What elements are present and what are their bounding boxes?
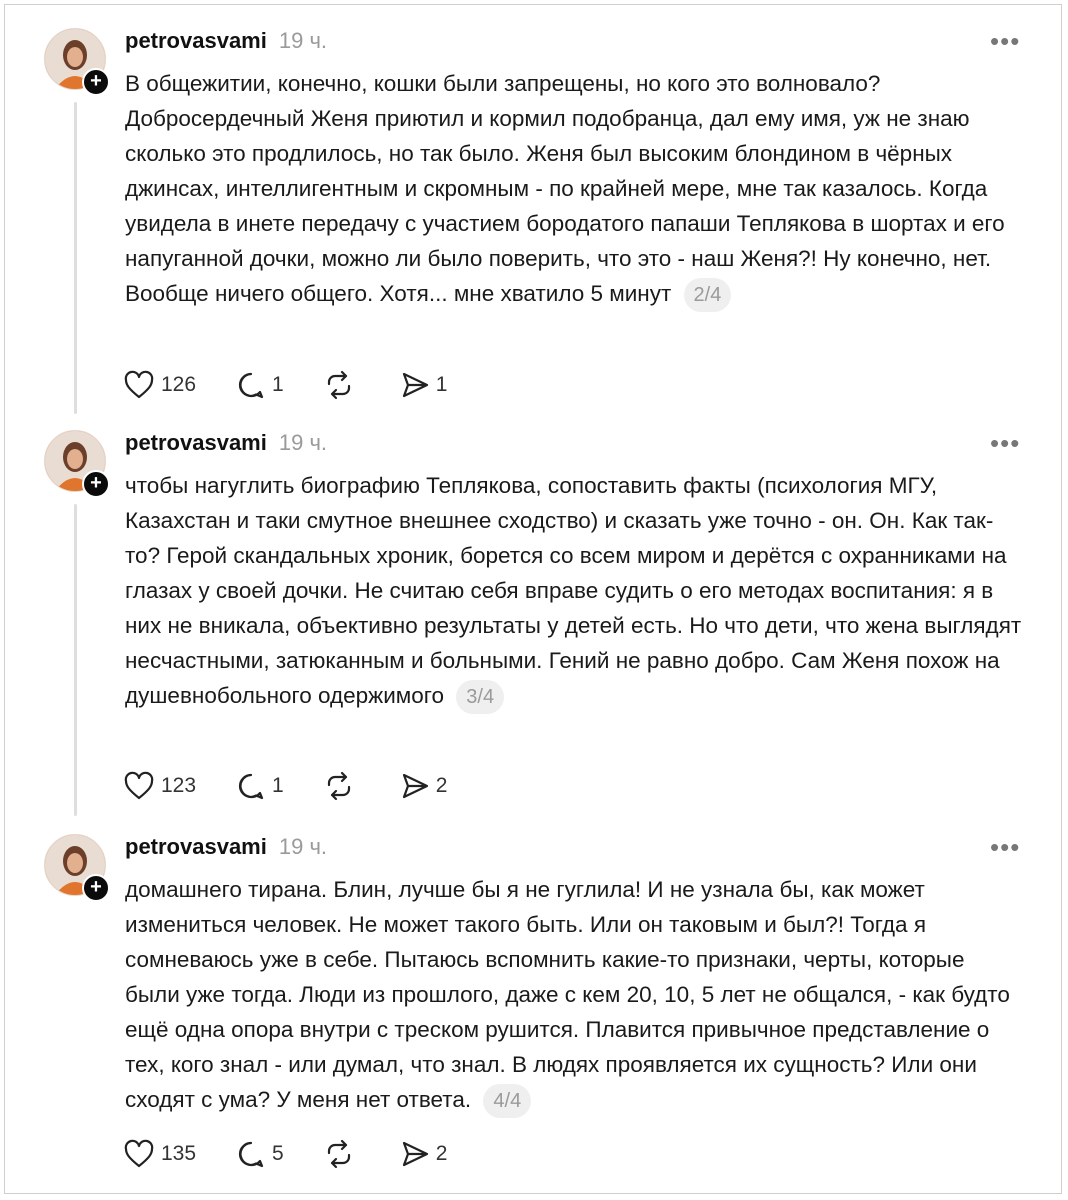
reply-count: 5 xyxy=(272,1142,284,1165)
post-actions xyxy=(123,368,487,402)
like-count: 126 xyxy=(161,373,197,396)
share-count: 1 xyxy=(435,373,448,396)
comment-bubble-icon xyxy=(236,370,266,400)
comment-bubble-icon xyxy=(236,771,266,801)
reply-button[interactable] xyxy=(236,771,284,801)
heart-icon xyxy=(123,771,155,801)
repost-button[interactable] xyxy=(324,771,360,801)
username[interactable]: petrovasvami xyxy=(125,28,267,53)
like-button[interactable] xyxy=(123,370,196,400)
post-actions xyxy=(123,769,487,803)
thread-line xyxy=(74,102,77,414)
follow-plus-icon[interactable]: + xyxy=(82,68,110,96)
send-icon xyxy=(400,771,430,801)
username[interactable]: petrovasvami xyxy=(125,430,267,455)
like-button[interactable] xyxy=(123,771,196,801)
repost-button[interactable] xyxy=(324,370,360,400)
timestamp[interactable]: 19 ч. xyxy=(278,430,328,455)
send-icon xyxy=(400,1139,430,1169)
repost-arrows-icon xyxy=(324,370,354,400)
heart-icon xyxy=(123,370,155,400)
more-horizontal-icon[interactable]: ••• xyxy=(990,832,1021,862)
more-horizontal-icon[interactable]: ••• xyxy=(990,428,1021,458)
follow-plus-icon[interactable]: + xyxy=(82,874,110,902)
comment-bubble-icon xyxy=(236,1139,266,1169)
post-text xyxy=(125,66,1025,312)
post-body: домашнего тирана. Блин, лучше бы я не гуглила! И не узнала бы, как может измениться человек. Не может такого быть. Или он таковым и был?! Тогда я сомневаюсь уже в себе. Пытаюсь вспомнить какие-то признаки, черты, которые были уже тогда. Люди из прошлого, даже с кем 20, 10, 5 лет не общался, - как будто ещё одна опора внутри с треском рушится. Плавится привычное представление о тех, кого знал - или думал, что знал. В людях проявляется их сущность? Или они сходят с ума? У меня нет ответа. xyxy=(125,877,1010,1112)
more-horizontal-icon[interactable]: ••• xyxy=(990,26,1021,56)
reply-button[interactable] xyxy=(236,1139,284,1169)
page-counter-badge: 2/4 xyxy=(684,278,732,312)
send-icon xyxy=(400,370,430,400)
page-counter-badge: 4/4 xyxy=(483,1084,531,1118)
like-count: 135 xyxy=(161,1142,197,1165)
heart-icon xyxy=(123,1139,155,1169)
reply-count: 1 xyxy=(272,774,284,797)
reply-button[interactable] xyxy=(236,370,284,400)
repost-button[interactable] xyxy=(324,1139,360,1169)
post-header xyxy=(125,834,327,864)
share-button[interactable] xyxy=(400,771,448,801)
timestamp[interactable]: 19 ч. xyxy=(278,834,328,859)
post-body: В общежитии, конечно, кошки были запрещены, но кого это волновало? Добросердечный Женя приютил и кормил подобранца, дал ему имя, уж не знаю сколько это продлилось, но так было. Женя был высоким блондином в чёрных джинсах, интеллигентным и скромным - по крайней мере, мне так казалось. Когда увидела в инете передачу с участием бородатого папаши Теплякова в шортах и его напуганной дочки, можно ли было поверить, что это - наш Женя?! Ну конечно, нет. Вообще ничего общего. Хотя... мне хватило 5 минут xyxy=(125,71,1005,306)
repost-arrows-icon xyxy=(324,1139,354,1169)
share-count: 2 xyxy=(435,774,448,797)
post-text xyxy=(125,468,1025,714)
post-text xyxy=(125,872,1025,1118)
follow-plus-icon[interactable]: + xyxy=(82,470,110,498)
timestamp[interactable]: 19 ч. xyxy=(278,28,328,53)
post-actions xyxy=(123,1137,487,1171)
reply-count: 1 xyxy=(272,373,284,396)
repost-arrows-icon xyxy=(324,771,354,801)
post-header xyxy=(125,28,327,58)
avatar-container[interactable] xyxy=(44,28,106,90)
post-body: чтобы нагуглить биографию Теплякова, сопоставить факты (психология МГУ, Казахстан и таки смутное внешнее сходство) и сказать уже точно - он. Он. Как так-то? Герой скандальных хроник, борется со всем миром и дерётся с охранниками на глазах у своей дочки. Не считаю себя вправе судить о его методах воспитания: я в них не вникала, объективно результаты у детей есть. Но что дети, что жена выглядят несчастными, затюканным и больными. Гений не равно добро. Сам Женя похож на душевнобольного одержимого xyxy=(125,473,1022,708)
page-counter-badge: 3/4 xyxy=(456,680,504,714)
like-button[interactable] xyxy=(123,1139,196,1169)
username[interactable]: petrovasvami xyxy=(125,834,267,859)
like-count: 123 xyxy=(161,774,197,797)
thread-line xyxy=(74,504,77,816)
share-button[interactable] xyxy=(400,1139,448,1169)
avatar-container[interactable] xyxy=(44,834,106,896)
share-count: 2 xyxy=(435,1142,448,1165)
share-button[interactable] xyxy=(400,370,448,400)
post-header xyxy=(125,430,327,460)
avatar-container[interactable] xyxy=(44,430,106,492)
